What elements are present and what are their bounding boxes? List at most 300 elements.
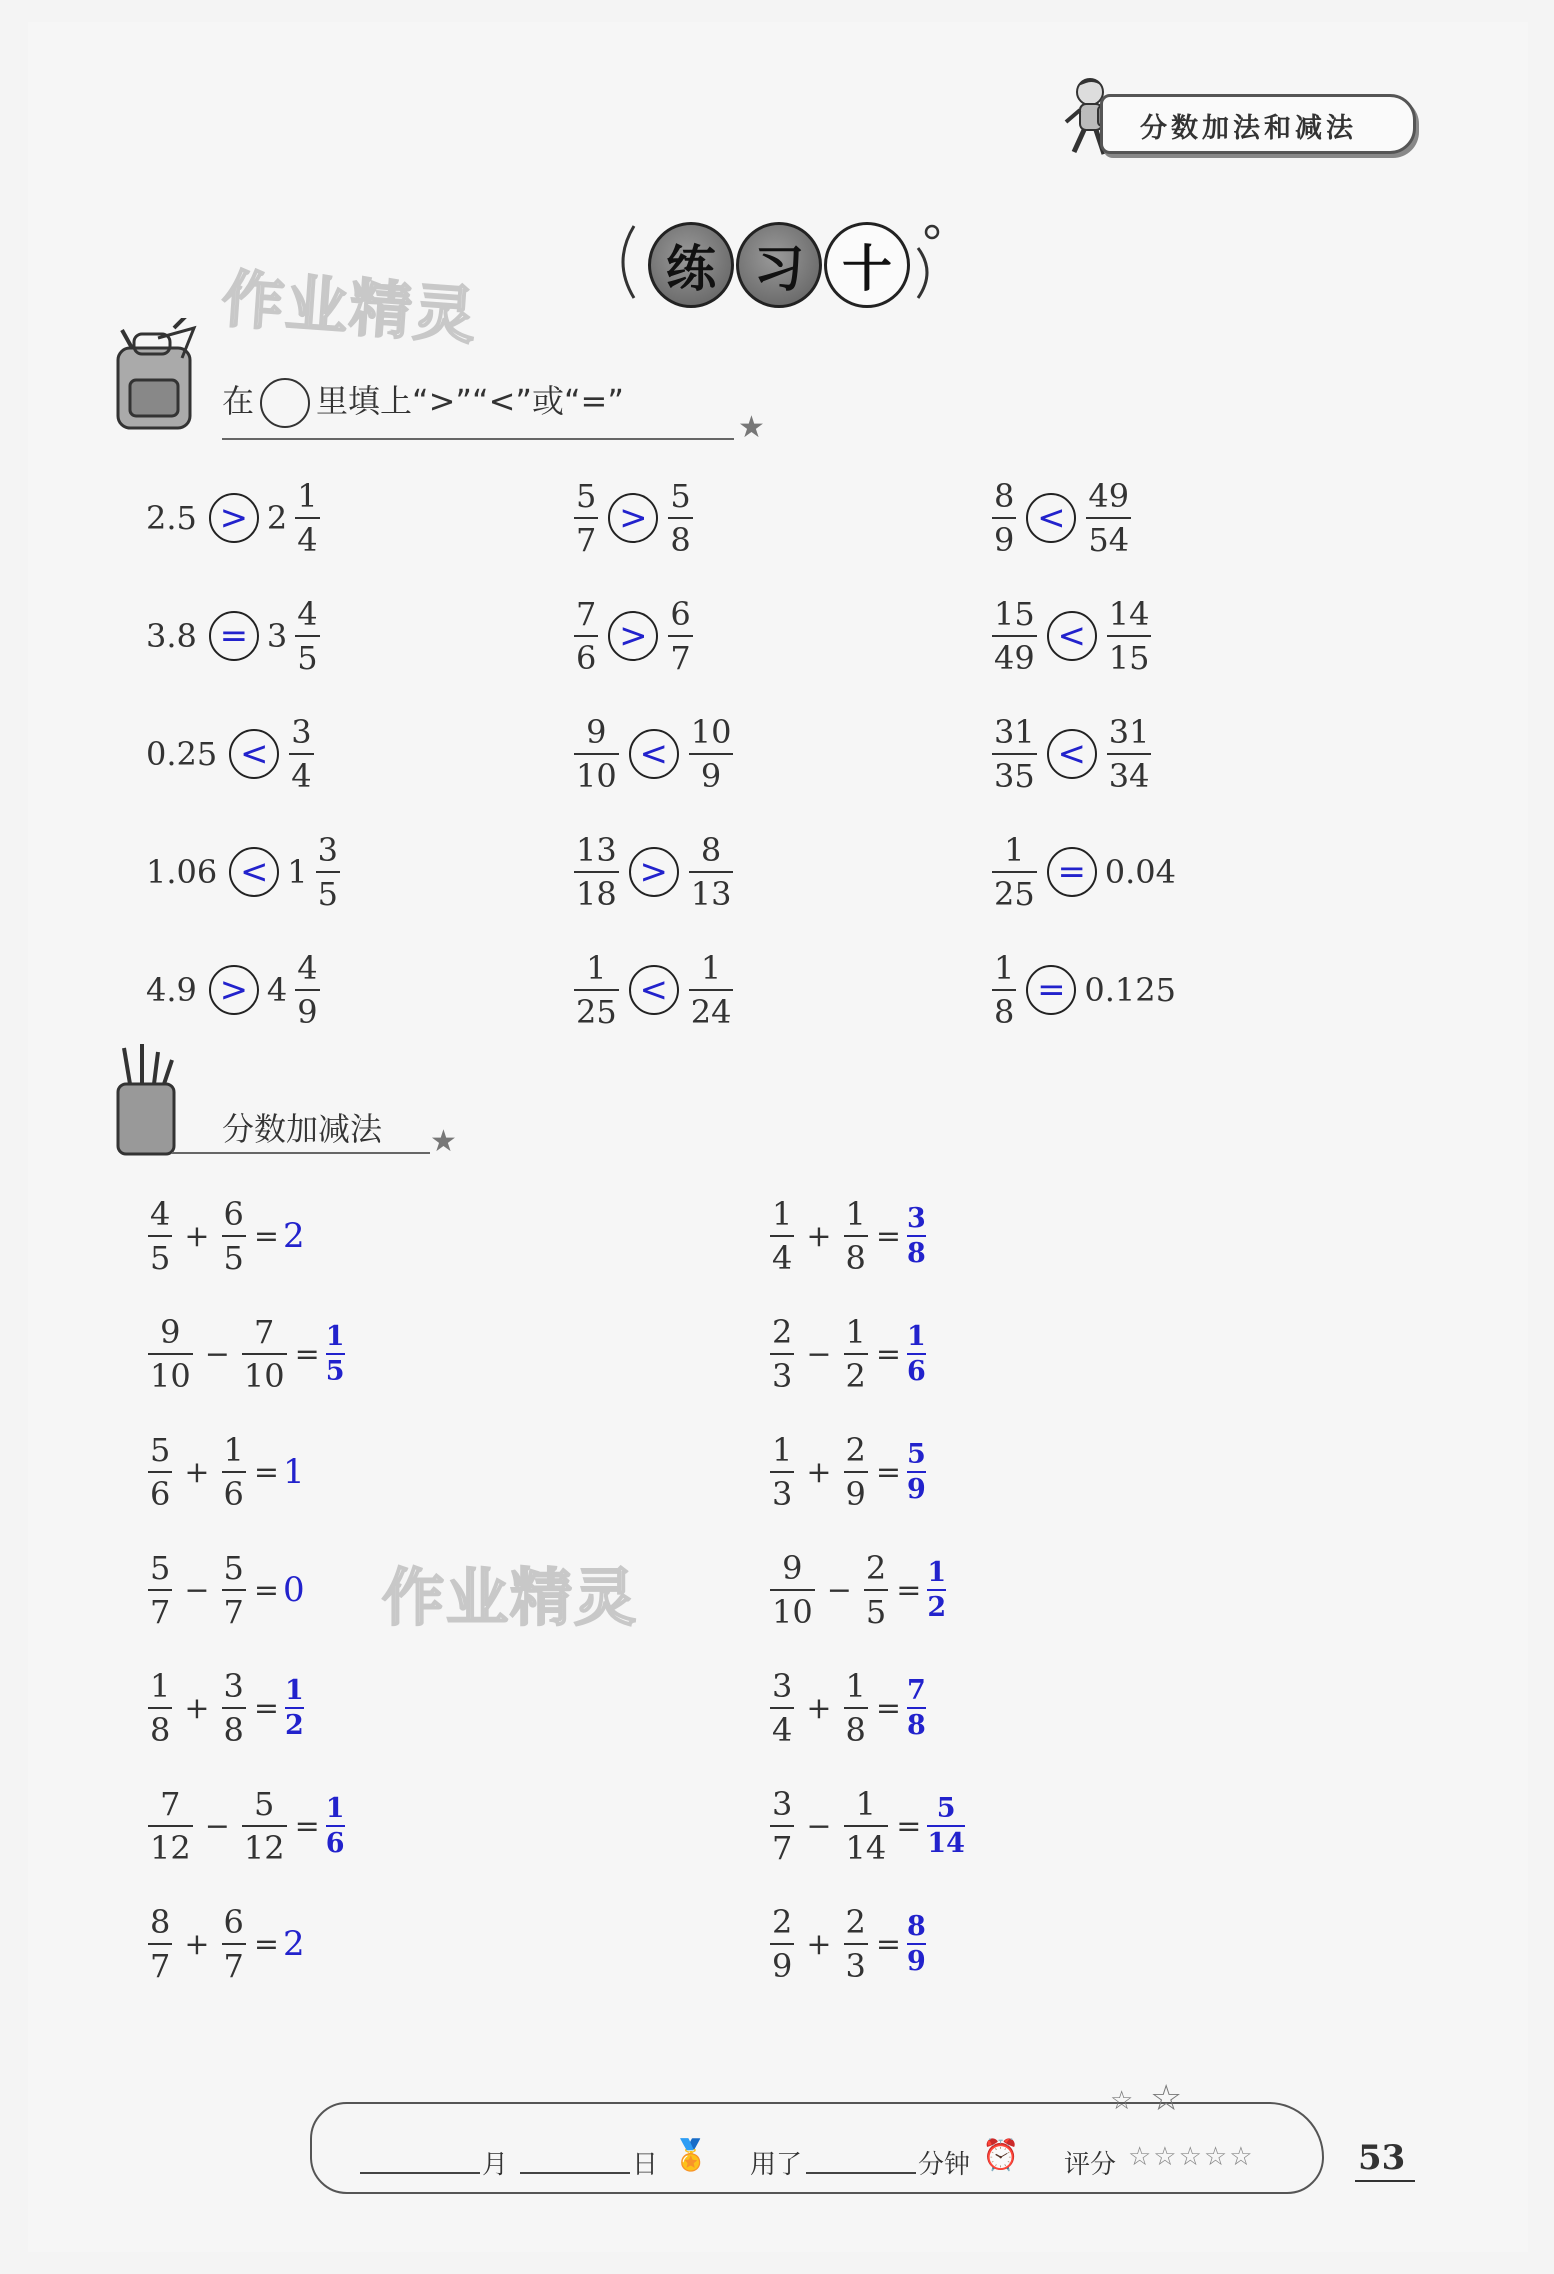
- comparison-answer-circle[interactable]: >: [209, 965, 259, 1015]
- answer-numerator: 7: [907, 1675, 926, 1706]
- second-fraction: [844, 1667, 868, 1749]
- fraction-bar: [222, 1943, 246, 1945]
- answer-fraction[interactable]: [907, 1913, 926, 1975]
- comparison-item: [146, 713, 316, 795]
- operator: −: [204, 1808, 230, 1844]
- operator: −: [184, 1572, 210, 1608]
- fraction-bar: [689, 753, 734, 755]
- denominator: 4: [772, 1239, 793, 1277]
- fraction-bar: [992, 871, 1037, 873]
- denominator: 8: [223, 1711, 244, 1749]
- fraction-bar: [242, 1353, 287, 1355]
- fraction-bar: [148, 1943, 172, 1945]
- operator: +: [184, 1218, 210, 1254]
- right-fraction: [289, 713, 313, 795]
- equals-sign: =: [875, 1454, 901, 1490]
- fraction-bar: [1107, 753, 1152, 755]
- denominator: 13: [690, 875, 732, 913]
- fraction-bar: [992, 989, 1016, 991]
- equals-sign: =: [253, 1454, 279, 1490]
- right-fraction: [316, 831, 340, 913]
- numerator: 9: [586, 713, 607, 751]
- numerator: 1: [297, 477, 318, 515]
- star-icon: ★: [430, 1124, 457, 1159]
- fraction-bar: [770, 1825, 794, 1827]
- chapter-title: 分数加法和减法: [1140, 113, 1357, 144]
- denominator: 7: [772, 1829, 793, 1867]
- answer-fraction[interactable]: [927, 1559, 946, 1621]
- fraction-bar: [844, 1825, 889, 1827]
- answer-fraction[interactable]: [907, 1677, 926, 1739]
- denominator: 35: [994, 757, 1035, 795]
- second-fraction: [222, 1549, 246, 1631]
- operator: −: [204, 1336, 230, 1372]
- answer-value[interactable]: 2: [283, 1924, 305, 1964]
- fraction-bar: [864, 1589, 888, 1591]
- backpack-icon: [112, 318, 202, 438]
- left-fraction: [574, 595, 598, 677]
- second-fraction: [844, 1903, 868, 1985]
- denominator: 9: [297, 993, 318, 1031]
- first-fraction: [770, 1785, 794, 1867]
- title-char-2: 习: [736, 222, 822, 308]
- denominator: 4: [772, 1711, 793, 1749]
- comparison-item: [572, 713, 735, 795]
- section2-underline: [172, 1152, 430, 1154]
- numerator: 3: [772, 1785, 793, 1823]
- numerator: 1: [845, 1667, 866, 1705]
- numerator: 10: [690, 713, 732, 751]
- answer-fraction[interactable]: [907, 1205, 926, 1267]
- fraction-bar: [689, 871, 734, 873]
- left-decimal: 1.06: [146, 853, 218, 891]
- answer-fraction[interactable]: [285, 1677, 304, 1739]
- numerator: 6: [670, 595, 691, 633]
- numerator: 5: [223, 1549, 244, 1587]
- fraction-bar: [326, 1825, 345, 1827]
- watermark-middle: 作业精灵: [382, 1561, 639, 1634]
- fraction-bar: [844, 1235, 868, 1237]
- numerator: 14: [1108, 595, 1150, 633]
- right-fraction: [668, 477, 692, 559]
- denominator: 25: [994, 875, 1035, 913]
- equation-item: [768, 1313, 926, 1395]
- fraction-bar: [992, 635, 1037, 637]
- answer-denominator: 9: [907, 1946, 926, 1977]
- equation-item: [768, 1549, 947, 1631]
- fraction-bar: [1086, 517, 1131, 519]
- second-fraction: [844, 1195, 868, 1277]
- comparison-item: [146, 949, 322, 1031]
- fraction-bar: [689, 989, 734, 991]
- denominator: 5: [297, 639, 318, 677]
- operator: −: [806, 1336, 832, 1372]
- equation-item: [146, 1903, 305, 1985]
- numerator: 8: [994, 477, 1015, 515]
- equation-item: [146, 1313, 345, 1395]
- fraction-bar: [295, 635, 319, 637]
- right-whole-part: 1: [287, 853, 308, 891]
- rating-stars-icon[interactable]: ☆☆☆☆☆: [1128, 2142, 1255, 2172]
- first-fraction: [148, 1549, 172, 1631]
- fraction-bar: [770, 1589, 815, 1591]
- denominator: 6: [150, 1475, 171, 1513]
- equation-item: [146, 1667, 304, 1749]
- numerator: 31: [994, 713, 1035, 751]
- comparison-answer-circle[interactable]: >: [209, 493, 259, 543]
- comparison-item: [990, 595, 1153, 677]
- answer-fraction[interactable]: [326, 1795, 345, 1857]
- fraction-bar: [574, 989, 619, 991]
- comparison-answer-circle[interactable]: >: [629, 847, 679, 897]
- fraction-bar: [148, 1353, 193, 1355]
- fraction-bar: [222, 1707, 246, 1709]
- answer-denominator: 2: [285, 1710, 304, 1741]
- right-fraction: [1107, 713, 1152, 795]
- equals-sign: =: [253, 1926, 279, 1962]
- equation-item: [146, 1549, 305, 1631]
- blank-circle-icon: [260, 378, 310, 428]
- comparison-item: [146, 831, 342, 913]
- denominator: 8: [150, 1711, 171, 1749]
- second-fraction: [222, 1431, 246, 1513]
- comparison-answer-circle[interactable]: <: [229, 729, 279, 779]
- exercise-title: [618, 212, 948, 312]
- fraction-bar: [574, 753, 619, 755]
- right-fraction: [689, 949, 734, 1031]
- numerator: 1: [855, 1785, 877, 1823]
- fraction-bar: [907, 1235, 926, 1237]
- equation-item: [146, 1431, 305, 1513]
- denominator: 7: [223, 1593, 244, 1631]
- first-fraction: [148, 1785, 193, 1867]
- right-decimal: 0.125: [1084, 971, 1176, 1009]
- denominator: 2: [845, 1357, 866, 1395]
- section1-suffix: 里填上“>”“<”或“=”: [316, 382, 624, 420]
- denominator: 15: [1108, 639, 1150, 677]
- left-fraction: [574, 831, 619, 913]
- fraction-bar: [295, 517, 319, 519]
- right-decimal: 0.04: [1104, 853, 1176, 891]
- operator: +: [806, 1218, 832, 1254]
- answer-numerator: 5: [936, 1793, 956, 1824]
- operator: +: [806, 1690, 832, 1726]
- fraction-bar: [927, 1589, 946, 1591]
- numerator: 1: [845, 1313, 866, 1351]
- denominator: 4: [297, 521, 318, 559]
- numerator: 15: [994, 595, 1035, 633]
- fraction-bar: [907, 1707, 926, 1709]
- denominator: 9: [845, 1475, 866, 1513]
- comparison-item: [572, 831, 735, 913]
- numerator: 3: [223, 1667, 244, 1705]
- comparison-answer-circle[interactable]: =: [1047, 847, 1097, 897]
- section1-instruction: [222, 376, 624, 428]
- equals-sign: =: [294, 1808, 320, 1844]
- first-fraction: [770, 1313, 794, 1395]
- section1-prefix: 在: [222, 382, 255, 420]
- answer-numerator: 8: [907, 1911, 926, 1942]
- left-decimal: 0.25: [146, 735, 218, 773]
- operator: −: [806, 1808, 832, 1844]
- fraction-bar: [222, 1589, 246, 1591]
- equals-sign: =: [253, 1690, 279, 1726]
- comparison-item: [146, 477, 322, 559]
- numerator: 2: [845, 1903, 866, 1941]
- minutes-blank[interactable]: [806, 2172, 916, 2174]
- right-fraction: [295, 949, 319, 1031]
- numerator: 9: [782, 1549, 803, 1587]
- equals-sign: =: [253, 1572, 279, 1608]
- fraction-bar: [148, 1707, 172, 1709]
- comparison-item: [572, 949, 735, 1031]
- denominator: 8: [670, 521, 691, 559]
- operator: +: [184, 1690, 210, 1726]
- equals-sign: =: [875, 1690, 901, 1726]
- fraction-bar: [770, 1235, 794, 1237]
- numerator: 8: [150, 1903, 171, 1941]
- numerator: 3: [772, 1667, 793, 1705]
- comparison-answer-circle[interactable]: >: [608, 611, 658, 661]
- fraction-bar: [770, 1943, 794, 1945]
- numerator: 5: [150, 1431, 171, 1469]
- first-fraction: [148, 1431, 172, 1513]
- fraction-bar: [770, 1353, 794, 1355]
- comparison-answer-circle[interactable]: <: [1047, 729, 1097, 779]
- fraction-bar: [844, 1353, 868, 1355]
- numerator: 2: [845, 1431, 866, 1469]
- denominator: 6: [576, 639, 597, 677]
- numerator: 4: [150, 1195, 171, 1233]
- denominator: 7: [150, 1947, 171, 1985]
- footer-record: [310, 2078, 1330, 2202]
- denominator: 25: [576, 993, 617, 1031]
- denominator: 34: [1108, 757, 1150, 795]
- numerator: 1: [772, 1195, 793, 1233]
- left-fraction: [574, 477, 598, 559]
- right-fraction: [689, 713, 734, 795]
- section2-title: 分数加减法: [222, 1110, 383, 1148]
- comparison-answer-circle[interactable]: >: [608, 493, 658, 543]
- comparison-answer-circle[interactable]: <: [229, 847, 279, 897]
- fraction-bar: [907, 1471, 926, 1473]
- denominator: 10: [772, 1593, 813, 1631]
- denominator: 12: [150, 1829, 191, 1867]
- answer-numerator: 1: [907, 1321, 926, 1352]
- fraction-bar: [222, 1235, 246, 1237]
- comparison-answer-circle[interactable]: <: [1047, 611, 1097, 661]
- first-fraction: [770, 1195, 794, 1277]
- fraction-bar: [574, 871, 619, 873]
- left-fraction: [992, 713, 1037, 795]
- day-label: 日: [632, 2150, 659, 2180]
- fraction-bar: [242, 1825, 287, 1827]
- numerator: 8: [700, 831, 722, 869]
- numerator: 3: [291, 713, 312, 751]
- second-fraction: [222, 1903, 246, 1985]
- denominator: 4: [291, 757, 312, 795]
- denominator: 3: [845, 1947, 866, 1985]
- fraction-bar: [1107, 635, 1152, 637]
- answer-value[interactable]: 2: [283, 1216, 305, 1256]
- answer-fraction[interactable]: [907, 1441, 926, 1503]
- star-icon: ☆: [1150, 2078, 1183, 2119]
- page-number: 53: [1358, 2138, 1406, 2178]
- pencil-cup-icon: [112, 1044, 182, 1160]
- right-whole-part: 3: [266, 617, 288, 655]
- left-decimal: 4.9: [146, 971, 197, 1009]
- fraction-bar: [289, 753, 313, 755]
- left-decimal: 3.8: [146, 617, 197, 655]
- fraction-bar: [148, 1235, 172, 1237]
- first-fraction: [148, 1667, 172, 1749]
- answer-value[interactable]: 1: [283, 1452, 305, 1492]
- answer-denominator: 9: [907, 1474, 926, 1505]
- first-fraction: [770, 1903, 794, 1985]
- comparison-item: [990, 949, 1180, 1031]
- comparison-answer-circle[interactable]: <: [629, 965, 679, 1015]
- denominator: 10: [243, 1357, 285, 1395]
- fraction-bar: [222, 1471, 246, 1473]
- numerator: 1: [586, 949, 607, 987]
- equals-sign: =: [253, 1218, 279, 1254]
- fraction-bar: [844, 1943, 868, 1945]
- left-fraction: [992, 477, 1016, 559]
- second-fraction: [844, 1785, 889, 1867]
- section1-underline: [222, 438, 734, 440]
- comparison-answer-circle[interactable]: <: [1026, 493, 1076, 543]
- first-fraction: [770, 1667, 794, 1749]
- fraction-bar: [316, 871, 340, 873]
- numerator: 2: [865, 1549, 887, 1587]
- fraction-bar: [770, 1707, 794, 1709]
- denominator: 7: [670, 639, 691, 677]
- equals-sign: =: [875, 1336, 901, 1372]
- equals-sign: =: [896, 1572, 922, 1608]
- fraction-bar: [574, 517, 598, 519]
- denominator: 6: [223, 1475, 244, 1513]
- answer-fraction[interactable]: [326, 1323, 345, 1385]
- numerator: 49: [1088, 477, 1130, 515]
- fraction-bar: [770, 1471, 794, 1473]
- left-fraction: [992, 595, 1037, 677]
- denominator: 49: [994, 639, 1035, 677]
- chapter-banner: [1060, 88, 1420, 158]
- answer-fraction[interactable]: [907, 1323, 926, 1385]
- second-fraction: [844, 1431, 868, 1513]
- denominator: 5: [317, 875, 338, 913]
- denominator: 18: [576, 875, 617, 913]
- numerator: 1: [700, 949, 722, 987]
- numerator: 3: [317, 831, 338, 869]
- right-fraction: [1086, 477, 1131, 559]
- month-label: 月: [482, 2150, 509, 2180]
- numerator: 4: [297, 949, 318, 987]
- equation-item: [768, 1903, 926, 1985]
- left-fraction: [574, 949, 619, 1031]
- first-fraction: [770, 1549, 815, 1631]
- first-fraction: [148, 1195, 172, 1277]
- comparison-answer-circle[interactable]: =: [1026, 965, 1076, 1015]
- answer-denominator: 5: [325, 1356, 345, 1387]
- alarm-clock-icon: ⏰: [982, 2138, 1020, 2173]
- numerator: 9: [160, 1313, 181, 1351]
- denominator: 9: [772, 1947, 793, 1985]
- numerator: 7: [254, 1313, 275, 1351]
- left-decimal: 2.5: [146, 499, 197, 537]
- answer-numerator: 1: [325, 1321, 345, 1352]
- operator: +: [806, 1926, 832, 1962]
- denominator: 8: [994, 993, 1015, 1031]
- month-blank[interactable]: [360, 2172, 480, 2174]
- used-label: 用了: [750, 2150, 803, 2180]
- denominator: 5: [150, 1239, 171, 1277]
- medal-icon: 🏅: [672, 2138, 710, 2173]
- answer-numerator: 1: [325, 1793, 345, 1824]
- equation-item: [146, 1195, 305, 1277]
- right-whole-part: 2: [266, 499, 288, 537]
- denominator: 9: [994, 521, 1015, 559]
- numerator: 2: [772, 1903, 793, 1941]
- denominator: 5: [223, 1239, 244, 1277]
- right-fraction: [689, 831, 734, 913]
- fraction-bar: [992, 517, 1016, 519]
- right-fraction: [295, 595, 319, 677]
- right-fraction: [668, 595, 692, 677]
- fraction-bar: [907, 1353, 926, 1355]
- denominator: 7: [223, 1947, 244, 1985]
- denominator: 54: [1088, 521, 1130, 559]
- first-fraction: [148, 1903, 172, 1985]
- numerator: 1: [223, 1431, 244, 1469]
- answer-denominator: 6: [325, 1828, 345, 1859]
- right-whole-part: 4: [266, 971, 288, 1009]
- denominator: 10: [150, 1357, 191, 1395]
- denominator: 10: [576, 757, 617, 795]
- fraction-bar: [148, 1471, 172, 1473]
- answer-value[interactable]: 0: [283, 1570, 305, 1610]
- fraction-bar: [668, 517, 692, 519]
- comparison-answer-circle[interactable]: <: [629, 729, 679, 779]
- comparison-item: [990, 831, 1180, 913]
- numerator: 1: [772, 1431, 793, 1469]
- denominator: 12: [243, 1829, 285, 1867]
- second-fraction: [222, 1667, 246, 1749]
- numerator: 1: [1004, 831, 1025, 869]
- comparison-answer-circle[interactable]: =: [209, 611, 259, 661]
- numerator: 1: [845, 1195, 866, 1233]
- answer-fraction[interactable]: [927, 1795, 965, 1857]
- answer-numerator: 1: [285, 1675, 304, 1706]
- comparison-item: [146, 595, 322, 677]
- equation-item: [768, 1431, 926, 1513]
- operator: +: [806, 1454, 832, 1490]
- fraction-bar: [148, 1825, 193, 1827]
- star-icon: ☆: [1110, 2086, 1134, 2116]
- title-char-3: 十: [824, 222, 910, 308]
- equation-item: [146, 1785, 345, 1867]
- operator: +: [184, 1454, 210, 1490]
- denominator: 14: [845, 1829, 887, 1867]
- equation-item: [768, 1785, 965, 1867]
- left-bracket-decoration: [610, 222, 640, 302]
- operator: +: [184, 1926, 210, 1962]
- numerator: 7: [160, 1785, 181, 1823]
- answer-denominator: 14: [927, 1828, 965, 1859]
- fraction-bar: [285, 1707, 304, 1709]
- minutes-label: 分钟: [918, 2150, 971, 2180]
- day-blank[interactable]: [520, 2172, 630, 2174]
